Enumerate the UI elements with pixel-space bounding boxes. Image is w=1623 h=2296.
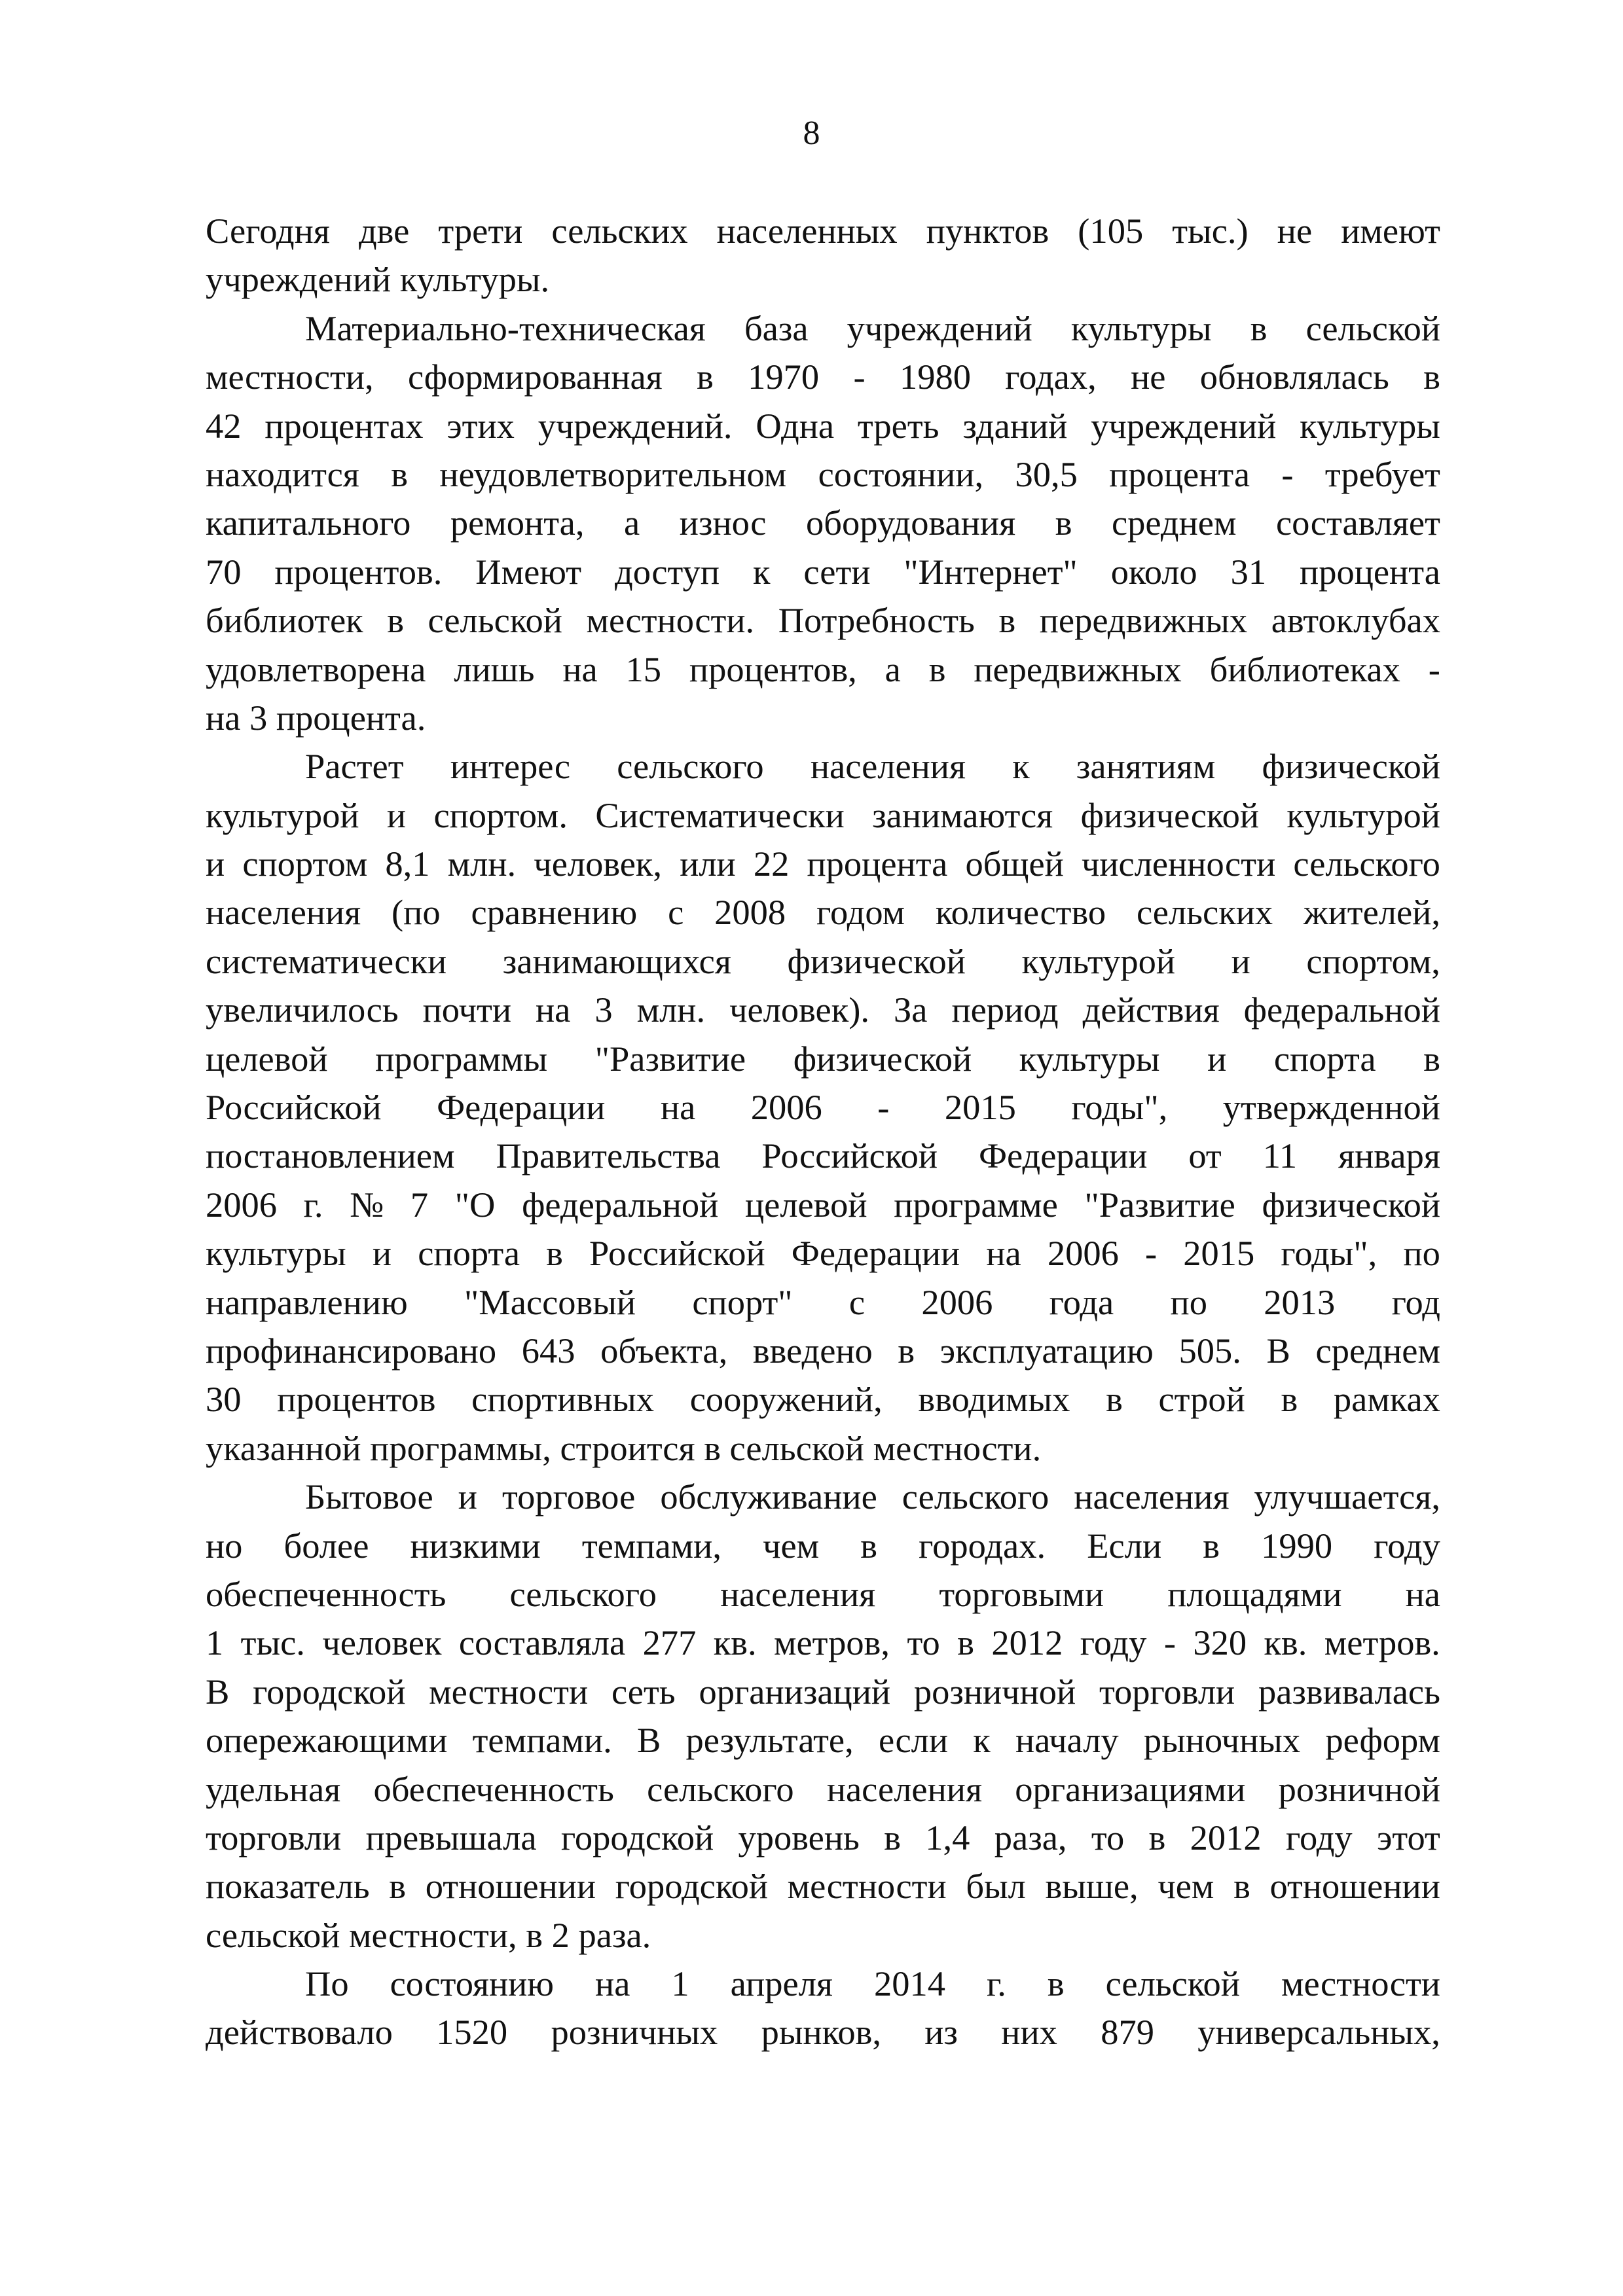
text-line: Российской Федерации на 2006 - 2015 годы", утвержденной [206, 1087, 1440, 1128]
text-line: В городской местности сеть организаций розничной торговли развивалась [206, 1671, 1440, 1712]
text-line: и спортом 8,1 млн. человек, или 22 процента общей численности сельского [206, 844, 1440, 884]
text-line: целевой программы "Развитие физической культуры и спорта в [206, 1038, 1440, 1079]
text-line: капитального ремонта, а износ оборудования в среднем составляет [206, 503, 1440, 543]
text-line: 42 процентах этих учреждений. Одна треть зданий учреждений культуры [206, 405, 1440, 446]
text-line: действовало 1520 розничных рынков, из них 879 универсальных, [206, 2012, 1440, 2053]
text-line: опережающими темпами. В результате, если к началу рыночных реформ [206, 1720, 1440, 1761]
text-line: культурой и спортом. Систематически занимаются физической культурой [206, 795, 1440, 835]
document-body [206, 207, 1440, 2057]
paragraph-first-line: По состоянию на 1 апреля 2014 г. в сельской местности [305, 1964, 1440, 2004]
text-line: удельная обеспеченность сельского населения организациями розничной [206, 1768, 1440, 1809]
text-line: учреждений культуры. [206, 259, 550, 300]
text-line: 1 тыс. человек составляла 277 кв. метров, то в 2012 году - 320 кв. метров. [206, 1623, 1440, 1663]
text-line: сельской местности, в 2 раза. [206, 1914, 651, 1955]
text-line: обеспеченность сельского населения торговыми площадями на [206, 1573, 1440, 1614]
text-line: увеличилось почти на 3 млн. человек). За период действия федеральной [206, 990, 1440, 1030]
text-line: систематически занимающихся физической культурой и спортом, [206, 941, 1440, 981]
text-line: торговли превышала городской уровень в 1,4 раза, то в 2012 году этот [206, 1817, 1440, 1857]
text-line: но более низкими темпами, чем в городах. Если в 1990 году [206, 1525, 1440, 1566]
paragraph-first-line: Материально-техническая база учреждений культуры в сельской [305, 308, 1440, 348]
text-line: 70 процентов. Имеют доступ к сети "Интернет" около 31 процента [206, 551, 1440, 592]
text-line: указанной программы, строится в сельской местности. [206, 1427, 1042, 1468]
text-line: направлению "Массовый спорт" с 2006 года по 2013 год [206, 1282, 1440, 1322]
text-line: показатель в отношении городской местности был выше, чем в отношении [206, 1866, 1440, 1907]
paragraph-first-line: Бытовое и торговое обслуживание сельского населения улучшается, [305, 1477, 1440, 1517]
text-line: библиотек в сельской местности. Потребность в передвижных автоклубах [206, 600, 1440, 641]
text-line: удовлетворена лишь на 15 процентов, а в передвижных библиотеках - [206, 649, 1440, 689]
paragraph-first-line: Растет интерес сельского населения к занятиям физической [305, 746, 1440, 787]
text-line: постановлением Правительства Российской Федерации от 11 января [206, 1136, 1440, 1176]
text-line: 30 процентов спортивных сооружений, вводимых в строй в рамках [206, 1379, 1440, 1420]
text-line: культуры и спорта в Российской Федерации на 2006 - 2015 годы", по [206, 1233, 1440, 1274]
text-line: профинансировано 643 объекта, введено в эксплуатацию 505. В среднем [206, 1330, 1440, 1371]
text-line: населения (по сравнению с 2008 годом количество сельских жителей, [206, 892, 1440, 933]
text-line: Сегодня две трети сельских населенных пунктов (105 тыс.) не имеют [206, 211, 1440, 251]
text-line: местности, сформированная в 1970 - 1980 годах, не обновлялась в [206, 357, 1440, 397]
page-number: 8 [803, 115, 820, 152]
text-line: находится в неудовлетворительном состоянии, 30,5 процента - требует [206, 454, 1440, 494]
text-line: 2006 г. № 7 "О федеральной целевой программе "Развитие физической [206, 1184, 1440, 1225]
text-line: на 3 процента. [206, 697, 426, 738]
